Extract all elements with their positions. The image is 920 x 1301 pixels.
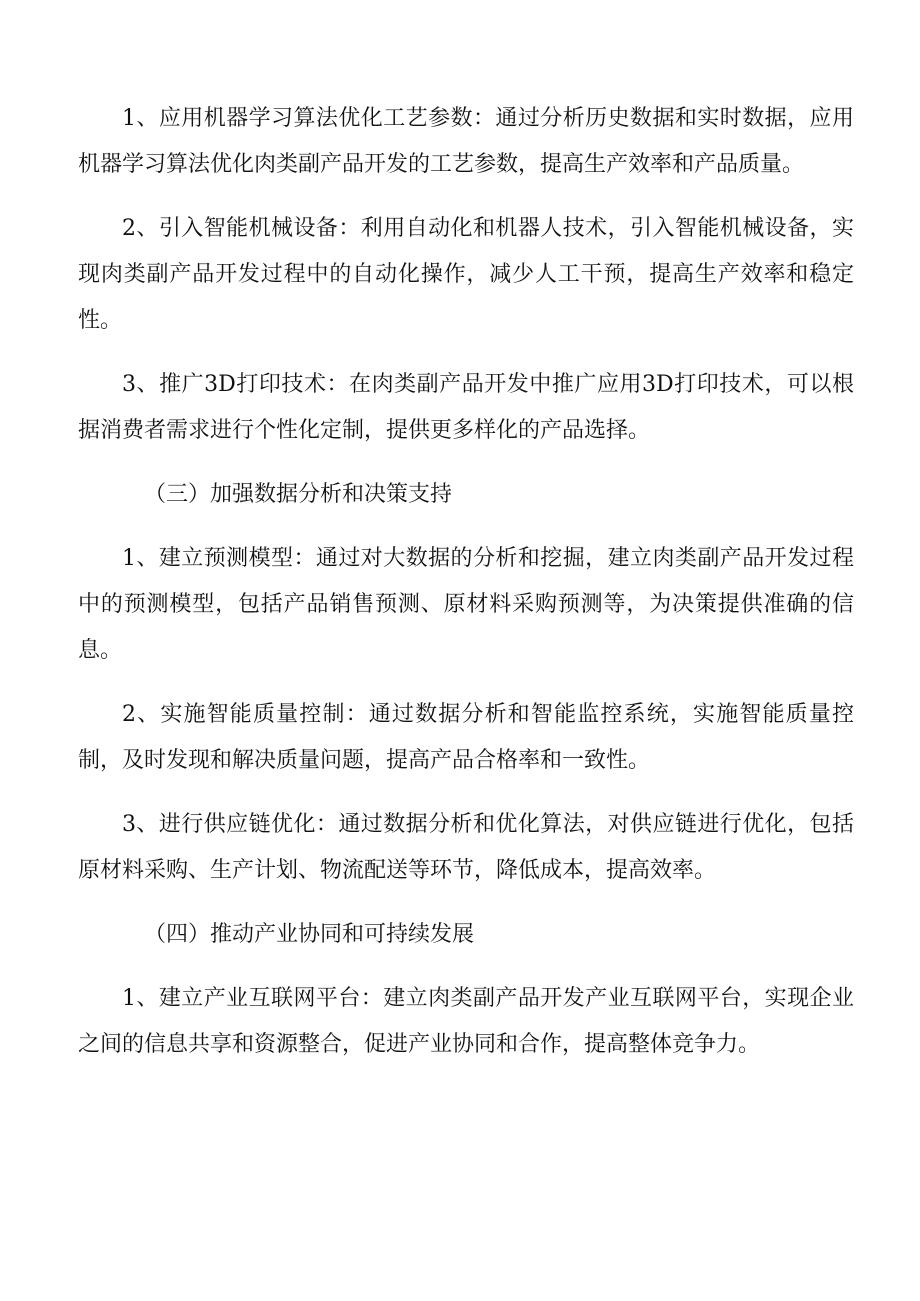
- document-page: [78, 96, 854, 1086]
- paragraph-smart-machinery: 2、引入智能机械设备：利用自动化和机器人技术，引入智能机械设备，实现肉类副产品开发过程中的自动化操作，减少人工干预，提高生产效率和稳定性。: [78, 216, 854, 333]
- paragraph-quality-control: 2、实施智能质量控制：通过数据分析和智能监控系统，实施智能质量控制，及时发现和解决质量问题，提高产品合格率和一致性。: [78, 702, 854, 773]
- paragraph-prediction-model: 1、建立预测模型：通过对大数据的分析和挖掘，建立肉类副产品开发过程中的预测模型，包括产品销售预测、原材料采购预测等，为决策提供准确的信息。: [78, 546, 854, 663]
- paragraph-supply-chain: 3、进行供应链优化：通过数据分析和优化算法，对供应链进行优化，包括原材料采购、生产计划、物流配送等环节，降低成本，提高效率。: [78, 812, 854, 883]
- paragraph-3d-printing: 3、推广3D打印技术：在肉类副产品开发中推广应用3D打印技术，可以根据消费者需求进行个性化定制，提供更多样化的产品选择。: [78, 372, 854, 443]
- section-heading-industry-collaboration: （四）推动产业协同和可持续发展: [144, 922, 475, 947]
- paragraph-industry-platform: 1、建立产业互联网平台：建立肉类副产品开发产业互联网平台，实现企业之间的信息共享和资源整合，促进产业协同和合作，提高整体竞争力。: [78, 986, 854, 1057]
- paragraph-ml-process-params: 1、应用机器学习算法优化工艺参数：通过分析历史数据和实时数据，应用机器学习算法优化肉类副产品开发的工艺参数，提高生产效率和产品质量。: [78, 106, 854, 177]
- section-heading-data-analysis: （三）加强数据分析和决策支持: [144, 482, 453, 507]
